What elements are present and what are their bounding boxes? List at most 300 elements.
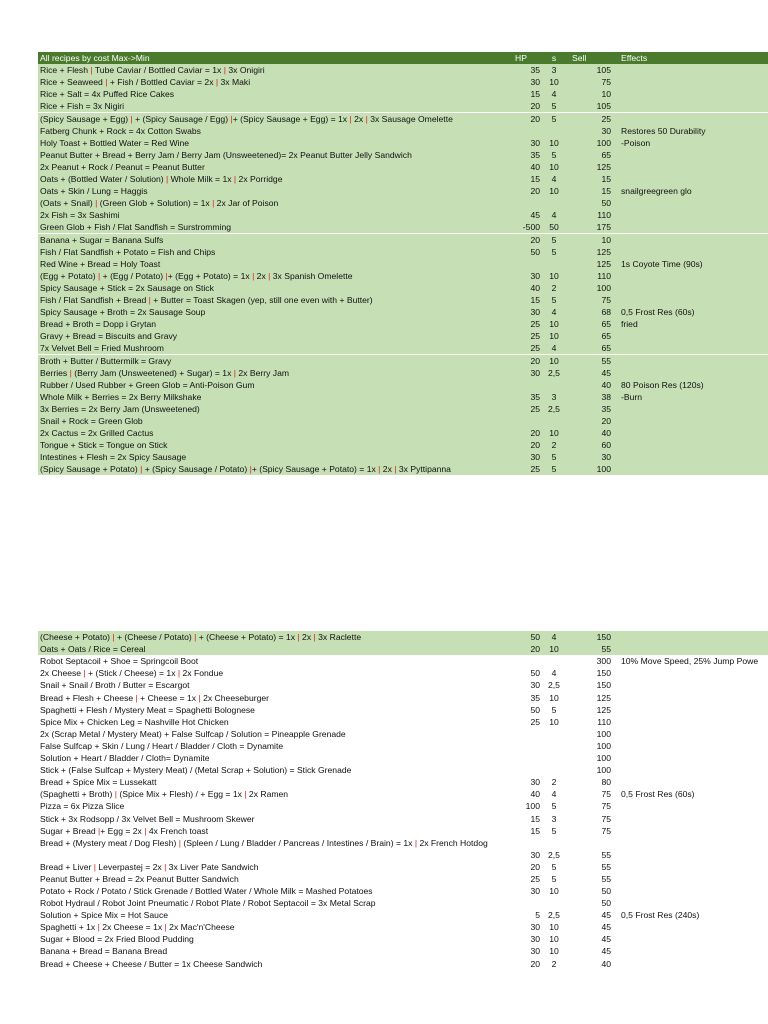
s-value	[544, 125, 564, 137]
s-value: 4	[551, 174, 557, 184]
sell-value: 38	[601, 391, 611, 402]
s-value	[544, 764, 564, 776]
table-row	[38, 197, 768, 209]
hp-value: 25	[530, 343, 540, 354]
recipe-name: Stick + (False Sulfcap + Mystery Meat) / (Metal Scrap + Solution) = Stick Grenade	[40, 765, 352, 776]
s-value: 5	[551, 113, 557, 124]
recipe-name: Rice + Fish = 3x Nigiri	[40, 101, 125, 112]
recipe-name: Rubber / Used Rubber + Green Glob = Anti-Poison Gum	[40, 379, 255, 390]
s-value: 3	[551, 65, 557, 76]
s-value: 5	[551, 464, 557, 475]
hp-value	[500, 379, 540, 391]
sell-value: 65	[601, 149, 611, 160]
s-value	[544, 415, 564, 427]
recipe-name: (Egg + Potato) | + (Egg / Potato) |+ (Egg + Potato) = 1x | 2x | 3x Spanish Omelette	[40, 270, 353, 281]
table-row	[38, 643, 768, 655]
hp-value: 30	[530, 934, 540, 945]
sell-value: 75	[601, 801, 611, 812]
table-row	[38, 788, 768, 800]
hp-value: 30	[530, 922, 540, 933]
table-row	[38, 427, 768, 439]
hp-value: 20	[530, 428, 540, 439]
sell-value: 75	[601, 813, 611, 824]
hp-value: 15	[530, 813, 540, 824]
sell-value: 65	[601, 343, 611, 354]
table-row	[38, 631, 768, 643]
table-row	[38, 933, 768, 945]
table-row	[38, 234, 768, 246]
table-row	[38, 403, 768, 415]
hp-value: 15	[530, 825, 540, 836]
effects-value: snailgreegreen glo	[621, 186, 692, 197]
recipe-name: Bread + Cheese + Cheese / Butter = 1x Cheese Sandwich	[40, 958, 263, 969]
s-value: 10	[549, 355, 559, 366]
s-value: 10	[549, 885, 559, 896]
recipe-name: Red Wine + Bread = Holy Toast	[40, 258, 161, 269]
table-row	[38, 692, 768, 704]
s-value	[544, 728, 564, 740]
table-row	[38, 776, 768, 788]
recipe-name: 2x (Scrap Metal / Mystery Meat) + False Sulfcap / Solution = Pineapple Grenade	[40, 728, 346, 739]
hp-value: 100	[525, 801, 540, 812]
recipe-name: (Spicy Sausage + Potato) | + (Spicy Sausage / Potato) |+ (Spicy Sausage + Potato) = 1x | 2x | 3x Pyttipanna	[40, 464, 451, 475]
table-row	[38, 137, 768, 149]
sell-value: 50	[601, 198, 611, 209]
hp-value: 20	[530, 958, 540, 969]
recipe-name: Fish / Flat Sandfish + Bread | + Butter = Toast Skagen (yep, still one even with + Butter)	[40, 295, 373, 305]
s-value: 3	[551, 813, 557, 824]
sell-value: 45	[601, 922, 611, 933]
hp-value: 30	[530, 885, 540, 896]
s-value: 10	[549, 270, 559, 281]
recipe-name: 2x Fish = 3x Sashimi	[40, 210, 120, 221]
table-row	[38, 679, 768, 691]
table-row	[38, 379, 768, 391]
sell-value: 15	[601, 174, 611, 184]
hp-value: 35	[530, 391, 540, 402]
sell-value: 50	[601, 885, 611, 896]
sell-value: 75	[601, 789, 611, 800]
recipe-name: Spaghetti + 1x | 2x Cheese = 1x | 2x Mac'n'Cheese	[40, 922, 235, 933]
hp-value	[500, 415, 540, 427]
table-row	[38, 306, 768, 318]
sell-value: 100	[596, 464, 611, 475]
hp-value: 15	[530, 295, 540, 305]
table-row	[38, 342, 768, 354]
s-value	[544, 752, 564, 764]
sell-value: 300	[596, 656, 611, 667]
s-value: 10	[549, 716, 559, 727]
hp-value	[500, 764, 540, 776]
table-row	[38, 958, 768, 970]
sell-value: 80	[601, 777, 611, 788]
header-s: s	[551, 53, 557, 63]
sell-value: 25	[601, 113, 611, 124]
s-value: 4	[551, 632, 557, 642]
recipe-name: Fish / Flat Sandfish + Potato = Fish and Chips	[40, 246, 216, 257]
s-value: 3	[551, 391, 557, 402]
recipe-name: Sugar + Blood = 2x Fried Blood Pudding	[40, 934, 194, 945]
table-row	[38, 825, 768, 837]
hp-value: 40	[530, 161, 540, 172]
hp-value	[500, 740, 540, 752]
sell-value: 68	[601, 307, 611, 318]
recipe-name: Gravy + Bread = Biscuits and Gravy	[40, 331, 178, 342]
table-row	[38, 125, 768, 137]
s-value: 4	[551, 343, 557, 354]
s-value: 2,5	[548, 849, 560, 860]
hp-value: 20	[530, 101, 540, 112]
sell-value: 30	[601, 452, 611, 463]
s-value: 10	[549, 161, 559, 172]
recipe-name: Intestines + Flesh = 2x Spicy Sausage	[40, 452, 187, 463]
sell-value: 75	[601, 825, 611, 836]
sell-value: 75	[601, 77, 611, 88]
recipe-name: (Spaghetti + Broth) | (Spice Mix + Flesh) / + Egg = 1x | 2x Ramen	[40, 789, 289, 800]
hp-value: 20	[530, 186, 540, 197]
hp-value: 50	[530, 632, 540, 642]
hp-value: 30	[530, 270, 540, 281]
s-value: 10	[549, 428, 559, 439]
s-value	[544, 740, 564, 752]
table-row	[38, 415, 768, 427]
hp-value: 20	[530, 234, 540, 245]
recipe-name: Peanut Butter + Bread = 2x Peanut Butter Sandwich	[40, 873, 239, 884]
s-value: 5	[551, 246, 557, 257]
recipe-name: Whole Milk + Berries = 2x Berry Milkshake	[40, 391, 202, 402]
s-value: 10	[549, 137, 559, 148]
table-row	[38, 716, 768, 728]
s-value: 2,5	[548, 367, 560, 378]
recipe-name: Pizza = 6x Pizza Slice	[40, 801, 125, 812]
header-title: All recipes by cost Max->Min	[40, 53, 150, 63]
hp-value: -500	[522, 222, 540, 233]
s-value: 4	[551, 668, 557, 679]
table-row	[38, 837, 768, 861]
sell-value: 40	[601, 958, 611, 969]
recipe-name: Potato + Rock / Potato / Stick Grenade / Bottled Water / Whole Milk = Mashed Potatoes	[40, 885, 373, 896]
hp-value: 30	[530, 452, 540, 463]
sell-value: 150	[596, 632, 611, 642]
hp-value: 35	[530, 692, 540, 703]
sell-value: 55	[601, 849, 611, 860]
effects-value: Restores 50 Durability	[621, 125, 706, 136]
table-row	[38, 209, 768, 221]
sell-value: 175	[596, 222, 611, 233]
recipe-name: Holy Toast + Bottled Water = Red Wine	[40, 137, 190, 148]
sell-value: 45	[601, 934, 611, 945]
table-row	[38, 221, 768, 233]
recipe-name: (Cheese + Potato) | + (Cheese / Potato) | + (Cheese + Potato) = 1x | 2x | 3x Raclette	[40, 632, 362, 642]
sell-value: 125	[596, 161, 611, 172]
s-value	[544, 897, 564, 909]
table-row	[38, 294, 768, 306]
recipe-name: Broth + Butter / Buttermilk = Gravy	[40, 355, 172, 366]
s-value: 10	[549, 692, 559, 703]
table-row	[38, 909, 768, 921]
hp-value	[500, 897, 540, 909]
sell-value: 100	[596, 765, 611, 776]
sell-value: 35	[601, 403, 611, 414]
sell-value: 105	[596, 101, 611, 112]
recipe-name: Berries | (Berry Jam (Unsweetened) + Sugar) = 1x | 2x Berry Jam	[40, 367, 290, 378]
hp-value: 20	[530, 113, 540, 124]
recipe-name: Oats + (Bottled Water / Solution) | Whole Milk = 1x | 2x Porridge	[40, 174, 283, 184]
table-row	[38, 258, 768, 270]
table-row	[38, 439, 768, 451]
hp-value: 25	[530, 464, 540, 475]
hp-value: 30	[530, 849, 540, 860]
s-value: 5	[551, 295, 557, 305]
s-value: 5	[551, 704, 557, 715]
table-row	[38, 667, 768, 679]
effects-value: 0,5 Frost Res (240s)	[621, 910, 700, 921]
table-row	[38, 149, 768, 161]
s-value: 50	[549, 222, 559, 233]
sell-value: 45	[601, 946, 611, 957]
hp-value	[500, 655, 540, 667]
sell-value: 10	[601, 89, 611, 100]
sell-value: 110	[597, 716, 611, 727]
hp-value: 30	[530, 137, 540, 148]
s-value: 2	[551, 958, 557, 969]
recipe-name: Bread + Flesh + Cheese | + Cheese = 1x | 2x Cheeseburger	[40, 692, 270, 703]
recipe-name: Rice + Seaweed | + Fish / Bottled Caviar = 2x | 3x Maki	[40, 77, 251, 88]
sell-value: 100	[596, 753, 611, 763]
table-row	[38, 355, 768, 367]
hp-value: 40	[530, 282, 540, 293]
s-value: 10	[549, 331, 559, 342]
recipe-name: False Sulfcap + Skin / Lung / Heart / Bladder / Cloth = Dynamite	[40, 740, 284, 751]
sell-value: 10	[601, 234, 611, 245]
hp-value: 25	[530, 716, 540, 727]
hp-value: 25	[530, 331, 540, 342]
recipe-name: Spaghetti + Flesh / Mystery Meat = Spaghetti Bolognese	[40, 704, 255, 715]
table-row	[38, 282, 768, 294]
hp-value	[500, 125, 540, 137]
recipe-name: Bread + (Mystery meat / Dog Flesh) | (Spleen / Lung / Bladder / Pancreas / Intestines / Brain) = 1x | 2x French Hotdog	[40, 837, 488, 848]
s-value: 2,5	[548, 680, 560, 691]
hp-value: 5	[535, 910, 540, 921]
recipe-name: Stick + 3x Rodsopp / 3x Velvet Bell = Mushroom Skewer	[40, 813, 255, 824]
sell-value: 100	[596, 137, 611, 148]
table-row	[38, 185, 768, 197]
recipe-name: Sugar + Bread |+ Egg = 2x | 4x French toast	[40, 825, 209, 836]
recipe-name: Fatberg Chunk + Rock = 4x Cotton Swabs	[40, 125, 201, 136]
sell-value: 15	[601, 186, 611, 197]
sell-value: 150	[596, 680, 611, 691]
table-row	[38, 100, 768, 112]
sell-value: 60	[601, 440, 611, 451]
effects-value: 80 Poison Res (120s)	[621, 379, 704, 390]
header-hp: HP	[515, 53, 527, 63]
s-value: 5	[551, 452, 557, 463]
recipe-name: 2x Peanut + Rock / Peanut = Peanut Butter	[40, 161, 205, 172]
effects-value: fried	[621, 319, 638, 330]
effects-value: -Poison	[621, 137, 651, 148]
hp-value: 20	[530, 355, 540, 366]
table-row	[38, 704, 768, 716]
s-value: 2,5	[548, 403, 560, 414]
hp-value	[500, 728, 540, 740]
s-value: 4	[551, 789, 557, 800]
table-row	[38, 885, 768, 897]
recipe-name: Rice + Salt = 4x Puffed Rice Cakes	[40, 89, 175, 100]
hp-value: 20	[530, 861, 540, 872]
table-row	[38, 945, 768, 957]
sell-value: 110	[597, 210, 611, 221]
recipe-name: 2x Cactus = 2x Grilled Cactus	[40, 428, 154, 439]
s-value: 2	[551, 282, 557, 293]
hp-value: 30	[530, 777, 540, 788]
hp-value: 50	[530, 704, 540, 715]
table-row	[38, 113, 768, 125]
recipe-name: Oats + Skin / Lung = Haggis	[40, 186, 148, 197]
s-value: 4	[551, 307, 557, 318]
recipe-name: Spice Mix + Chicken Leg = Nashville Hot Chicken	[40, 716, 229, 727]
hp-value: 30	[530, 307, 540, 318]
recipe-name: Banana + Sugar = Banana Sulfs	[40, 234, 164, 245]
s-value: 5	[551, 101, 557, 112]
sell-value: 20	[601, 416, 611, 426]
recipe-name: Snail + Rock = Green Glob	[40, 416, 143, 426]
effects-value: 10% Move Speed, 25% Jump Powe	[621, 656, 759, 667]
table-row	[38, 88, 768, 100]
recipe-name: Bread + Liver | Leverpastej = 2x | 3x Liver Pate Sandwich	[40, 861, 259, 872]
hp-value: 20	[530, 644, 540, 655]
table-row	[38, 367, 768, 379]
s-value: 5	[551, 149, 557, 160]
hp-value: 45	[530, 210, 540, 221]
hp-value: 50	[530, 246, 540, 257]
sell-value: 110	[597, 270, 611, 281]
sell-value: 45	[601, 367, 611, 378]
recipe-name: Green Glob + Fish / Flat Sandfish = Surstromming	[40, 222, 232, 233]
table-row	[38, 173, 768, 185]
hp-value: 30	[530, 946, 540, 957]
table-row	[38, 740, 768, 752]
recipe-name: 7x Velvet Bell = Fried Mushroom	[40, 343, 164, 354]
table-row	[38, 64, 768, 76]
s-value: 5	[551, 861, 557, 872]
sell-value: 40	[601, 379, 611, 390]
s-value: 2	[551, 777, 557, 788]
hp-value: 40	[530, 789, 540, 800]
hp-value: 25	[530, 403, 540, 414]
hp-value: 25	[530, 873, 540, 884]
sell-value: 125	[596, 258, 611, 269]
sell-value: 55	[601, 861, 611, 872]
hp-value	[500, 752, 540, 764]
sell-value: 50	[601, 898, 611, 908]
recipe-name: Spicy Sausage + Stick = 2x Sausage on Stick	[40, 282, 214, 293]
header-effects: Effects	[621, 53, 648, 63]
s-value: 2,5	[548, 910, 560, 921]
sell-value: 30	[601, 125, 611, 136]
recipe-name: Robot Hydraul / Robot Joint Pneumatic / Robot Plate / Robot Septacoil = 3x Metal Scrap	[40, 898, 376, 908]
recipe-name: Robot Septacoil + Shoe = Springcoil Boot	[40, 656, 199, 667]
s-value	[544, 258, 564, 270]
table-row	[38, 861, 768, 873]
s-value: 10	[549, 922, 559, 933]
hp-value	[500, 197, 540, 209]
recipe-name: 3x Berries = 2x Berry Jam (Unsweetened)	[40, 403, 200, 414]
sell-value: 125	[596, 246, 611, 257]
recipe-name: Solution + Heart / Bladder / Cloth= Dynamite	[40, 753, 210, 763]
table-row	[38, 318, 768, 330]
recipe-name: Banana + Bread = Banana Bread	[40, 946, 168, 957]
hp-value: 35	[530, 149, 540, 160]
recipe-name: Oats + Oats / Rice = Cereal	[40, 644, 146, 655]
hp-value: 30	[530, 367, 540, 378]
sell-value: 100	[596, 740, 611, 751]
sell-value: 65	[601, 331, 611, 342]
hp-value: 30	[530, 680, 540, 691]
table-row	[38, 655, 768, 667]
header-sell: Sell	[572, 53, 587, 63]
s-value: 5	[551, 825, 557, 836]
sell-value: 105	[596, 65, 611, 76]
hp-value: 25	[530, 319, 540, 330]
effects-value: 0,5 Frost Res (60s)	[621, 789, 695, 800]
sell-value: 55	[601, 355, 611, 366]
s-value: 10	[549, 186, 559, 197]
hp-value: 15	[530, 89, 540, 100]
s-value: 10	[549, 319, 559, 330]
s-value	[544, 655, 564, 667]
table-row	[38, 873, 768, 885]
recipe-name: Solution + Spice Mix = Hot Sauce	[40, 910, 169, 921]
table-row	[38, 246, 768, 258]
hp-value: 35	[530, 65, 540, 76]
table-row	[38, 76, 768, 88]
recipe-name: 2x Cheese | + (Stick / Cheese) = 1x | 2x Fondue	[40, 668, 224, 679]
table-row	[38, 728, 768, 740]
table-row	[38, 813, 768, 825]
sell-value: 75	[601, 295, 611, 305]
s-value: 10	[549, 934, 559, 945]
effects-value: 0,5 Frost Res (60s)	[621, 307, 695, 318]
table-row	[38, 752, 768, 764]
recipe-name: Rice + Flesh | Tube Caviar / Bottled Caviar = 1x | 3x Onigiri	[40, 65, 265, 76]
hp-value	[500, 258, 540, 270]
s-value: 4	[551, 89, 557, 100]
table-row	[38, 391, 768, 403]
sell-value: 65	[601, 319, 611, 330]
s-value: 5	[551, 234, 557, 245]
hp-value: 50	[530, 668, 540, 679]
table-header	[38, 52, 768, 64]
recipe-name: Tongue + Stick = Tongue on Stick	[40, 440, 168, 451]
hp-value: 15	[530, 174, 540, 184]
effects-value: 1s Coyote Time (90s)	[621, 258, 703, 269]
table-row	[38, 451, 768, 463]
table-row	[38, 921, 768, 933]
s-value: 10	[549, 77, 559, 88]
recipe-name: Peanut Butter + Bread + Berry Jam / Berry Jam (Unsweetened)= 2x Peanut Butter Jelly Sandwich	[40, 149, 412, 160]
recipe-name: Bread + Broth = Dopp i Grytan	[40, 319, 157, 330]
sell-value: 40	[601, 428, 611, 439]
hp-value: 30	[530, 77, 540, 88]
s-value: 5	[551, 801, 557, 812]
table-row	[38, 161, 768, 173]
recipe-name: (Oats + Snail) | (Green Glob + Solution) = 1x | 2x Jar of Poison	[40, 198, 279, 209]
sell-value: 125	[596, 704, 611, 715]
effects-value: -Burn	[621, 391, 643, 402]
s-value	[544, 379, 564, 391]
recipe-name: Spicy Sausage + Broth = 2x Sausage Soup	[40, 307, 206, 318]
sell-value: 55	[601, 873, 611, 884]
